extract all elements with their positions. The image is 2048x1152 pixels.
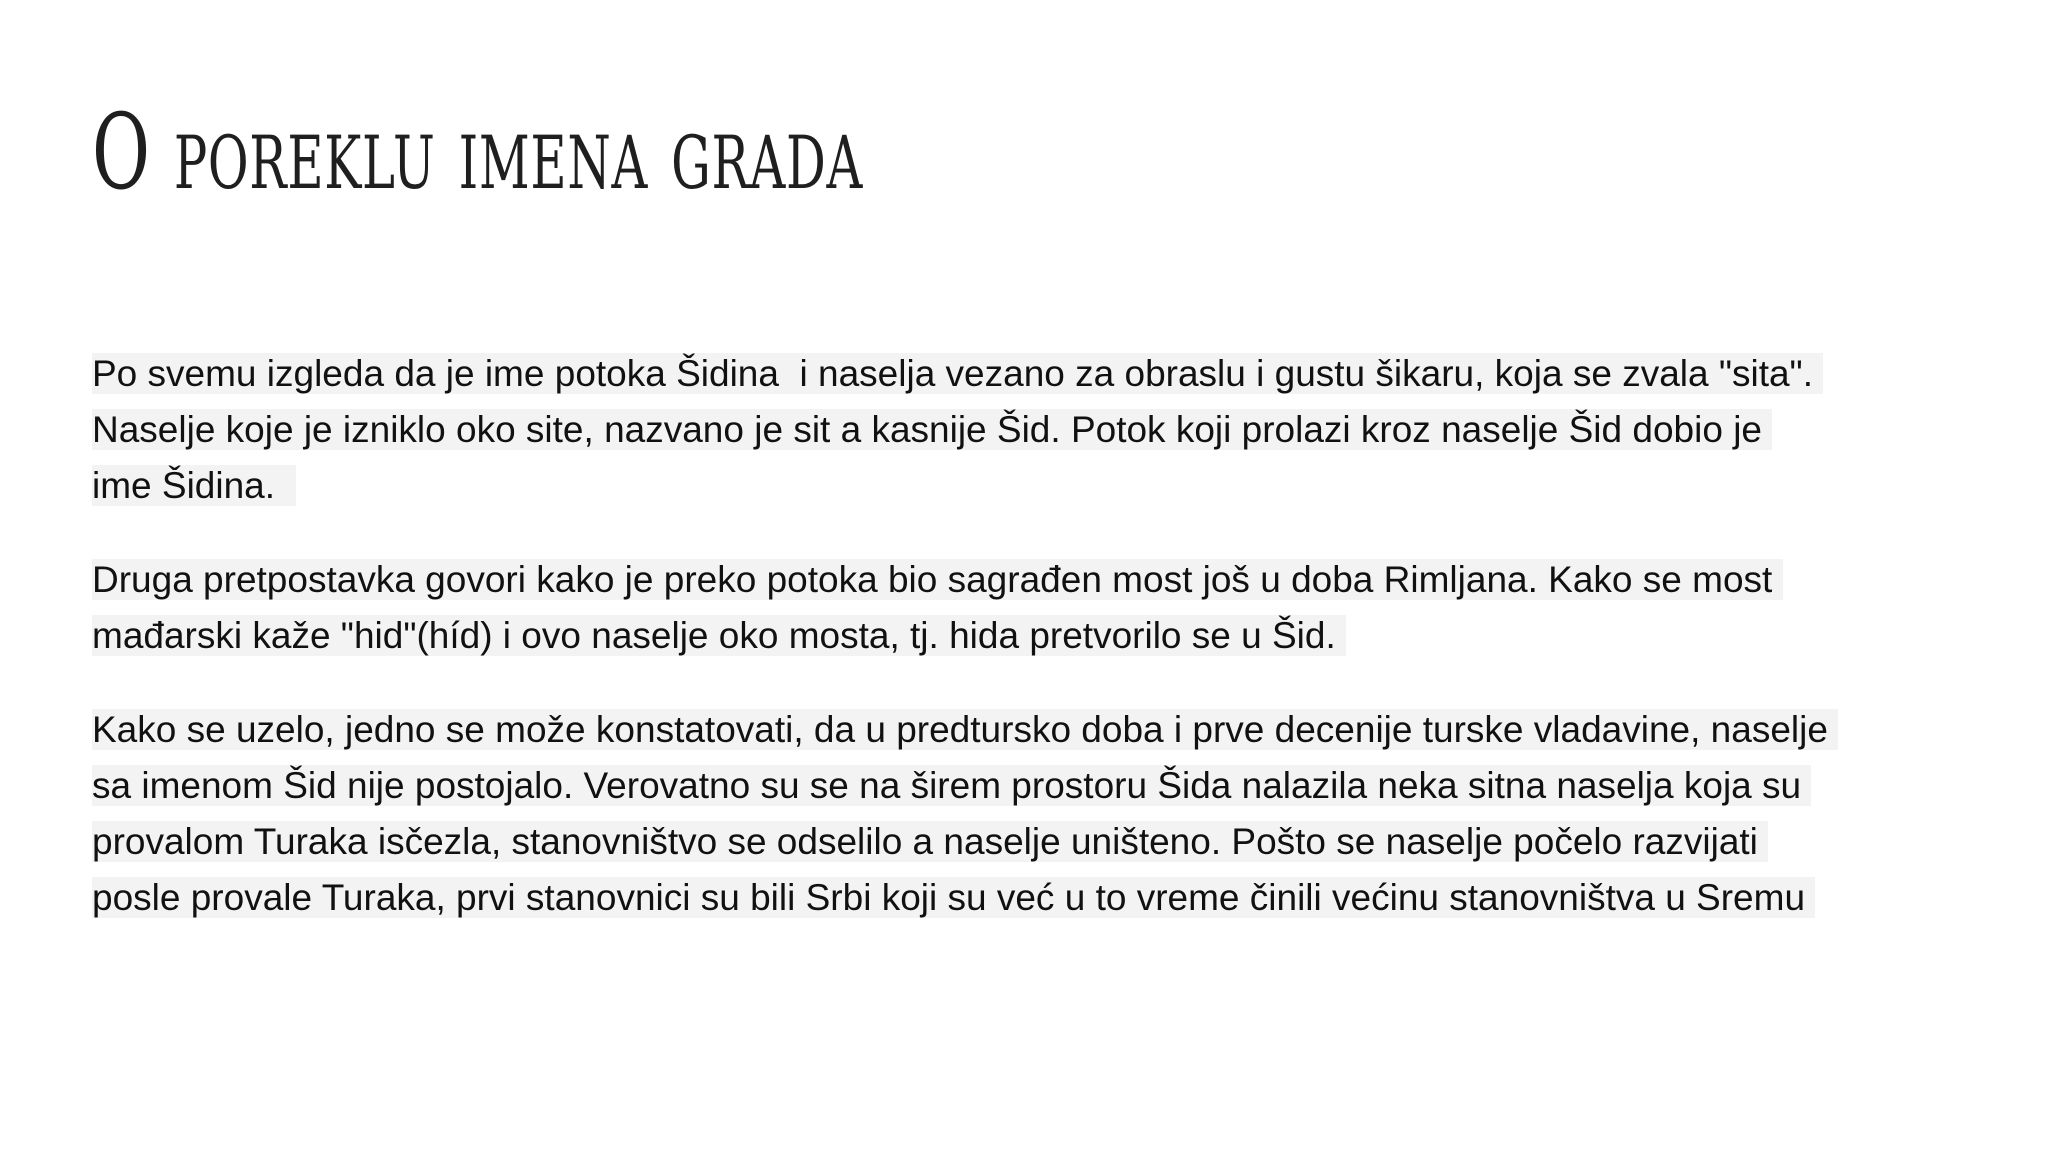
paragraph-line: Kako se uzelo, jedno se može konstatovati, da u predtursko doba i prve decenije turske vladavine, naselje <box>92 709 1839 750</box>
slide-title: O poreklu imena grada <box>92 91 864 213</box>
paragraph-line: sa imenom Šid nije postojalo. Verovatno su se na širem prostoru Šida nalazila neka sitna naselja koja su <box>92 765 1812 806</box>
paragraph-line: ime Šidina. <box>92 465 296 506</box>
paragraph-3 <box>92 702 1992 926</box>
paragraph-line: Druga pretpostavka govori kako je preko potoka bio sagrađen most još u doba Rimljana. Kako se most <box>92 559 1783 600</box>
paragraph-line: mađarski kaže "hid"(híd) i ovo naselje oko mosta, tj. hida pretvorilo se u Šid. <box>92 615 1347 656</box>
paragraph-line: posle provale Turaka, prvi stanovnici su bili Srbi koji su već u to vreme činili većinu stanovništva u Sremu <box>92 877 1816 918</box>
paragraph-line: Po svemu izgleda da je ime potoka Šidina i naselja vezano za obraslu i gustu šikaru, koja se zvala "sita". <box>92 353 1824 394</box>
paragraph-line: provalom Turaka isčezla, stanovništvo se odselilo a naselje uništeno. Pošto se naselje počelo razvijati <box>92 821 1769 862</box>
paragraph-line: Naselje koje je izniklo oko site, nazvano je sit a kasnije Šid. Potok koji prolazi kroz naselje Šid dobio je <box>92 409 1773 450</box>
paragraph-2 <box>92 552 1992 664</box>
paragraph-1 <box>92 346 1992 514</box>
slide-body <box>92 346 1992 964</box>
